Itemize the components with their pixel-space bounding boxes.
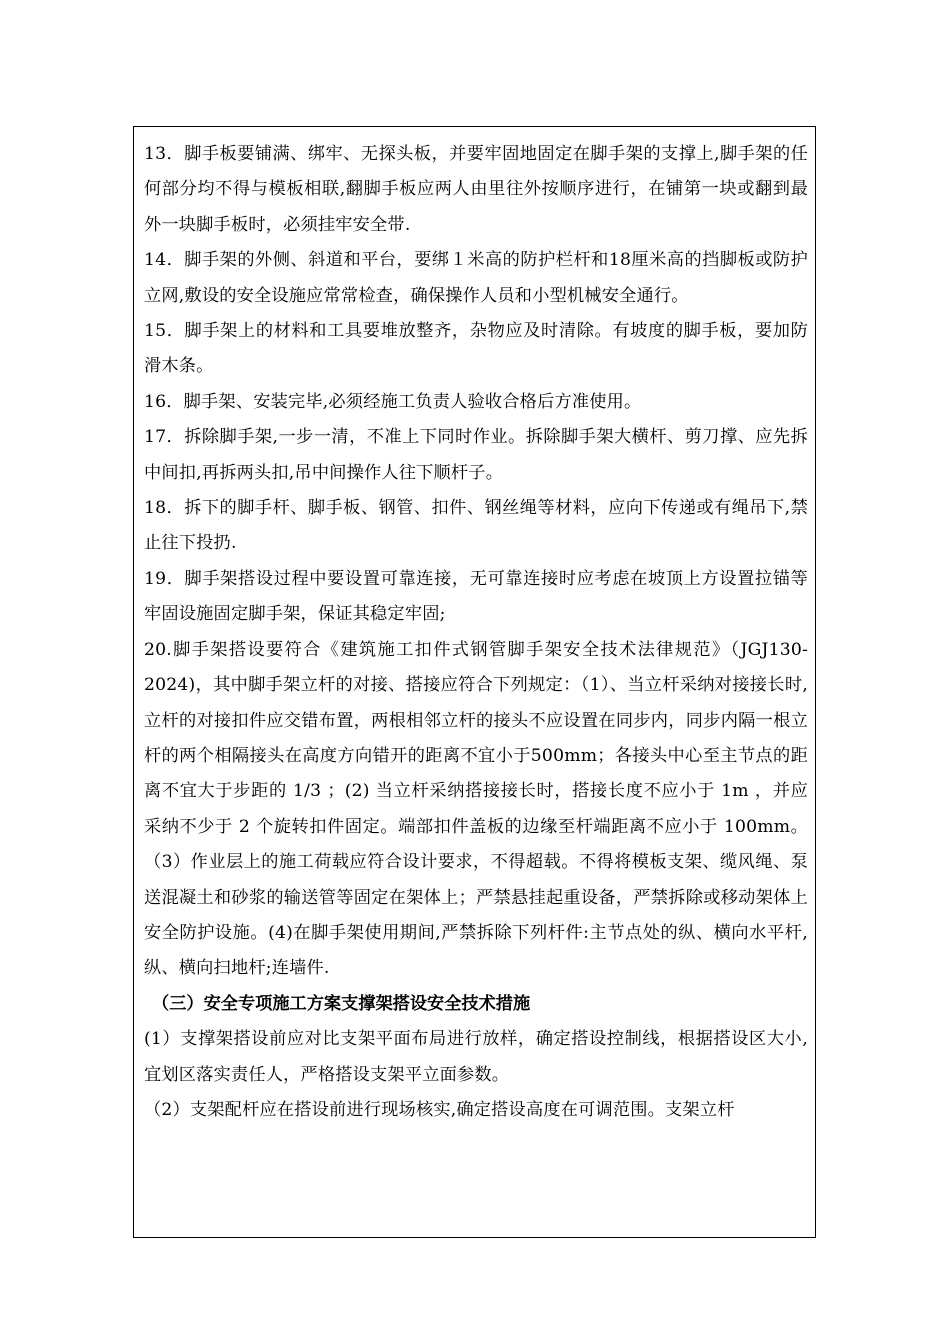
paragraph-item-14: 14．脚手架的外侧、斜道和平台，要绑１米高的防护栏杆和18厘米高的挡脚板或防护立网,敷设的安全设施应常常检查，确保操作人员和小型机械安全通行。 [144,250,808,306]
paragraph-item-15: 15．脚手架上的材料和工具要堆放整齐，杂物应及时清除。有坡度的脚手板，要加防滑木条。 [144,321,808,377]
paragraph-support-1: (1）支撑架搭设前应对比支架平面布局进行放样，确定搭设控制线，根据搭设区大小,宜划区落实责任人，严格搭设支架平立面参数。 [144,1029,808,1085]
paragraph-item-19: 19．脚手架搭设过程中要设置可靠连接，无可靠连接时应考虑在坡顶上方设置拉锚等牢固设施固定脚手架，保证其稳定牢固; [144,568,808,625]
paragraph-item-17: 17．拆除脚手架,一步一清，不准上下同时作业。拆除脚手架大横杆、剪刀撑、应先拆中间扣,再拆两头扣,吊中间操作人往下顺杆子。 [144,427,808,483]
section-heading: （三）安全专项施工方案支撑架搭设安全技术措施 [152,993,531,1014]
paragraph-support-2: （2）支架配杆应在搭设前进行现场核实,确定搭设高度在可调范围。支架立杆 [144,1099,735,1120]
paragraph-item-18: 18．拆下的脚手杆、脚手板、钢管、扣件、钢丝绳等材料，应向下传递或有绳吊下,禁止往下投扔. [144,498,808,554]
paragraph-item-16: 16．脚手架、安装完毕,必须经施工负责人验收合格后方准使用。 [144,391,642,412]
paragraph-item-20: 20.脚手架搭设要符合《建筑施工扣件式钢管脚手架安全技术法律规范》（JGJ130-2024)，其中脚手架立杆的对接、搭接应符合下列规定：（1）、当立杆采纳对接接长时,立杆的对接扣件应交错布置，两根相邻立杆的接头不应设置在同步内，同步内隔一根立杆的两个相隔接头在高度方向错开的距离不宜小于500mm；各接头中心至主节点的距离不宜大于步距的 1/3 ；(2) 当立杆采纳搭接接长时，搭接长度不应小于 1m ，并应采纳不少于 2 个旋转扣件固定。端部扣件盖板的边缘至杆端距离不应小于 100mm。（3）作业层上的施工荷载应符合设计要求，不得超载。不得将模板支架、缆风绳、泵送混凝土和砂浆的输送管等固定在架体上；严禁悬挂起重设备，严禁拆除或移动架体上安全防护设施。(4)在脚手架使用期间,严禁拆除下列杆件:主节点处的纵、横向水平杆,纵、横向扫地杆;连墙件. [144,639,808,979]
paragraph-item-13: 13．脚手板要铺满、绑牢、无探头板，并要牢固地固定在脚手架的支撑上,脚手架的任何部分均不得与模板相联,翻脚手板应两人由里往外按顺序进行，在铺第一块或翻到最外一块脚手板时，必须挂牢安全带. [144,144,808,235]
document-body [144,137,808,1128]
document-table-cell [133,126,816,1238]
